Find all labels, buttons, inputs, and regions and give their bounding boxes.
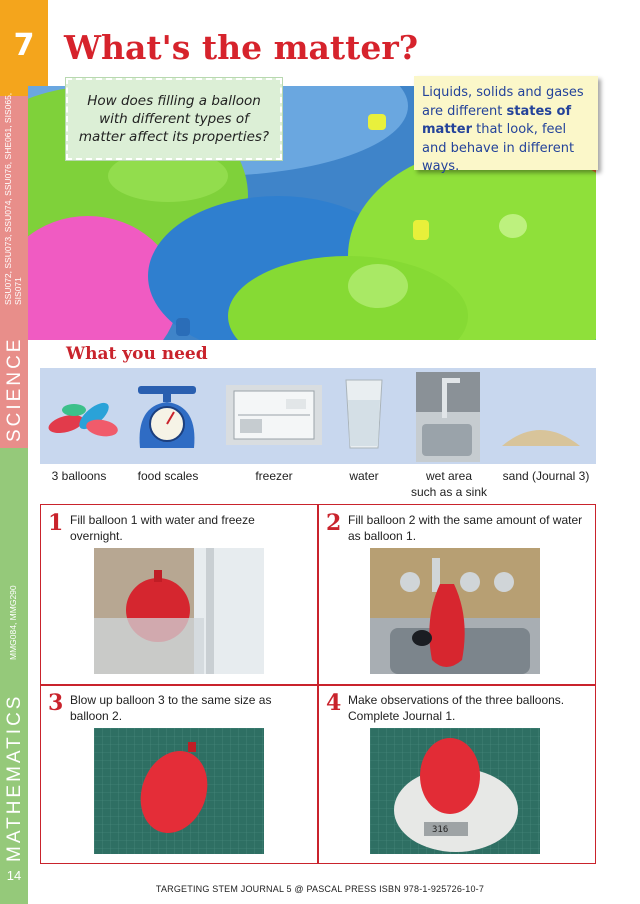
balloons-icon — [44, 398, 122, 442]
inquiry-question: How does filling a balloon with different types of matter affect its properties? — [78, 93, 270, 145]
water-glass-icon — [344, 378, 384, 450]
step-1-number: 1 — [48, 510, 64, 536]
sand-icon — [500, 418, 582, 448]
what-you-need-heading: What you need — [66, 344, 208, 364]
step-1-text: Fill balloon 1 with water and freeze overnight. — [70, 513, 255, 543]
science-rail-label: SCIENCE — [4, 336, 25, 442]
page-title: What's the matter? — [64, 28, 419, 67]
inquiry-question-box — [66, 78, 282, 160]
states-of-matter-note — [414, 76, 598, 174]
step-4-text: Make observations of the three balloons. Complete Journal 1. — [348, 693, 565, 723]
material-label-water: water — [349, 469, 379, 483]
step-2-text: Fill balloon 2 with the same amount of water as balloon 1. — [348, 513, 583, 543]
lesson-number: 7 — [13, 28, 35, 63]
scale-display-reading: 316 — [432, 825, 449, 835]
step-2-photo — [370, 548, 540, 674]
material-label-scales: food scales — [137, 469, 199, 483]
math-curriculum-codes: MMG084, MMG290 — [8, 585, 18, 660]
sink-icon — [416, 372, 480, 462]
step-3-number: 3 — [48, 690, 64, 716]
note-text: Liquids, solids and gases are different states of matter that look, feel and behave in different ways. — [422, 85, 584, 174]
material-label-balloons: 3 balloons — [51, 469, 107, 483]
step-1-photo — [94, 548, 264, 674]
step-4-number: 4 — [326, 690, 342, 716]
step-4-photo — [370, 728, 540, 854]
scales-icon — [130, 382, 204, 452]
step-3-photo — [94, 728, 264, 854]
material-label-freezer: freezer — [255, 469, 293, 483]
step-2-number: 2 — [326, 510, 342, 536]
material-label-sand: sand (Journal 3) — [502, 469, 590, 483]
math-rail-label: MATHEMATICS — [4, 693, 25, 862]
freezer-icon — [226, 385, 322, 445]
page-number: 14 — [6, 868, 22, 883]
page-footer: TARGETING STEM JOURNAL 5 @ PASCAL PRESS ISBN 978-1-925726-10-7 — [155, 884, 485, 894]
grid-divider — [40, 684, 596, 686]
material-label-sink: wet area such as a sink — [410, 469, 488, 499]
science-curriculum-codes: SSU072, SSU073, SSU074, SSU076, SHE061, SIS065, SIS071 — [3, 92, 23, 305]
note-emphasis: states of matter — [422, 103, 572, 137]
step-3-text: Blow up balloon 3 to the same size as balloon 2. — [70, 693, 272, 723]
